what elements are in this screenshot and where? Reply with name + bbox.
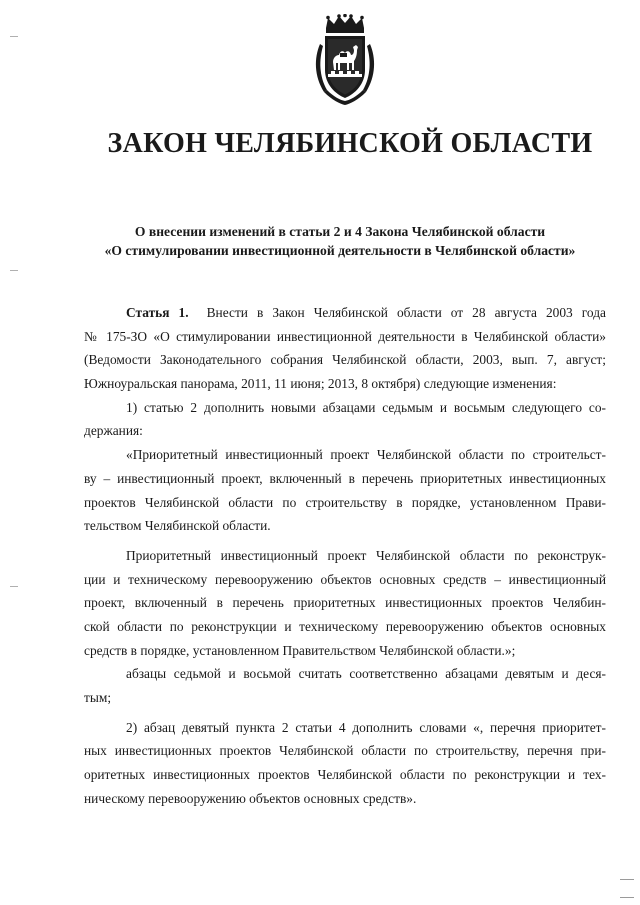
article-line: 2) абзац девятый пункта 2 статьи 4 дополнить словами «, перечня приоритет- [126,719,606,735]
coat-of-arms-icon [312,14,378,106]
article-line: ции и техническому перевооружению объектов основных средств – инвестиционный [84,571,606,587]
law-title: ЗАКОН ЧЕЛЯБИНСКОЙ ОБЛАСТИ [107,128,593,159]
article-line: держания: [84,423,143,439]
scan-margin-mark [10,270,18,271]
subtitle-line: «О стимулировании инвестиционной деятельности в Челябинской области» [104,243,576,258]
article-body [84,301,606,810]
article-line: № 175-ЗО «О стимулировании инвестиционной деятельности в Челябинской области» [84,328,606,344]
article-line: оритетных инвестиционных проектов Челябинской области по реконструкции и тех- [84,767,606,783]
scan-edge-mark [620,879,634,880]
scan-edge-mark [620,897,634,898]
article-line: ву – инвестиционный проект, включенный в перечень приоритетных инвестиционных [84,470,606,486]
article-line [84,301,606,325]
article-line: ской области по реконструкции и техническому перевооружению объектов основных [84,618,606,634]
article-line: (Ведомости Законодательного собрания Челябинской области, 2003, вып. 7, август; [84,352,606,368]
article-line: «Приоритетный инвестиционный проект Челябинской области по строительст- [126,447,606,463]
article-line: проект, включенный в перечень приоритетных инвестиционных проектов Челябин- [84,595,606,611]
article-line: 1) статью 2 дополнить новыми абзацами седьмым и восьмым следующего со- [126,399,606,415]
article-line: ных инвестиционных проектов Челябинской области по строительству, перечня при- [84,743,606,759]
article-line: тельством Челябинской области. [84,518,271,534]
scan-margin-mark [10,36,18,37]
article-line: абзацы седьмой и восьмой считать соответственно абзацами девятым и деся- [126,666,606,682]
article-line: проектов Челябинской области по строительству в порядке, установленном Прави- [84,494,606,510]
article-line: средств в порядке, установленном Правительством Челябинской области.»; [84,642,516,658]
article-line: Южноуральская панорама, 2011, 11 июня; 2013, 8 октября) следующие изменения: [84,376,557,392]
scan-margin-mark [10,586,18,587]
article-line: Приоритетный инвестиционный проект Челябинской области по реконструк- [126,547,606,563]
subtitle-line: О внесении изменений в статьи 2 и 4 Закона Челябинской области [134,224,546,239]
article-label: Статья 1. [126,305,189,320]
law-subtitle [60,222,620,260]
article-line-text: Внести в Закон Челябинской области от 28 августа 2003 года [206,305,606,320]
article-line: ническому перевооружению объектов основных средств». [84,790,417,806]
article-line: тым; [84,690,112,705]
